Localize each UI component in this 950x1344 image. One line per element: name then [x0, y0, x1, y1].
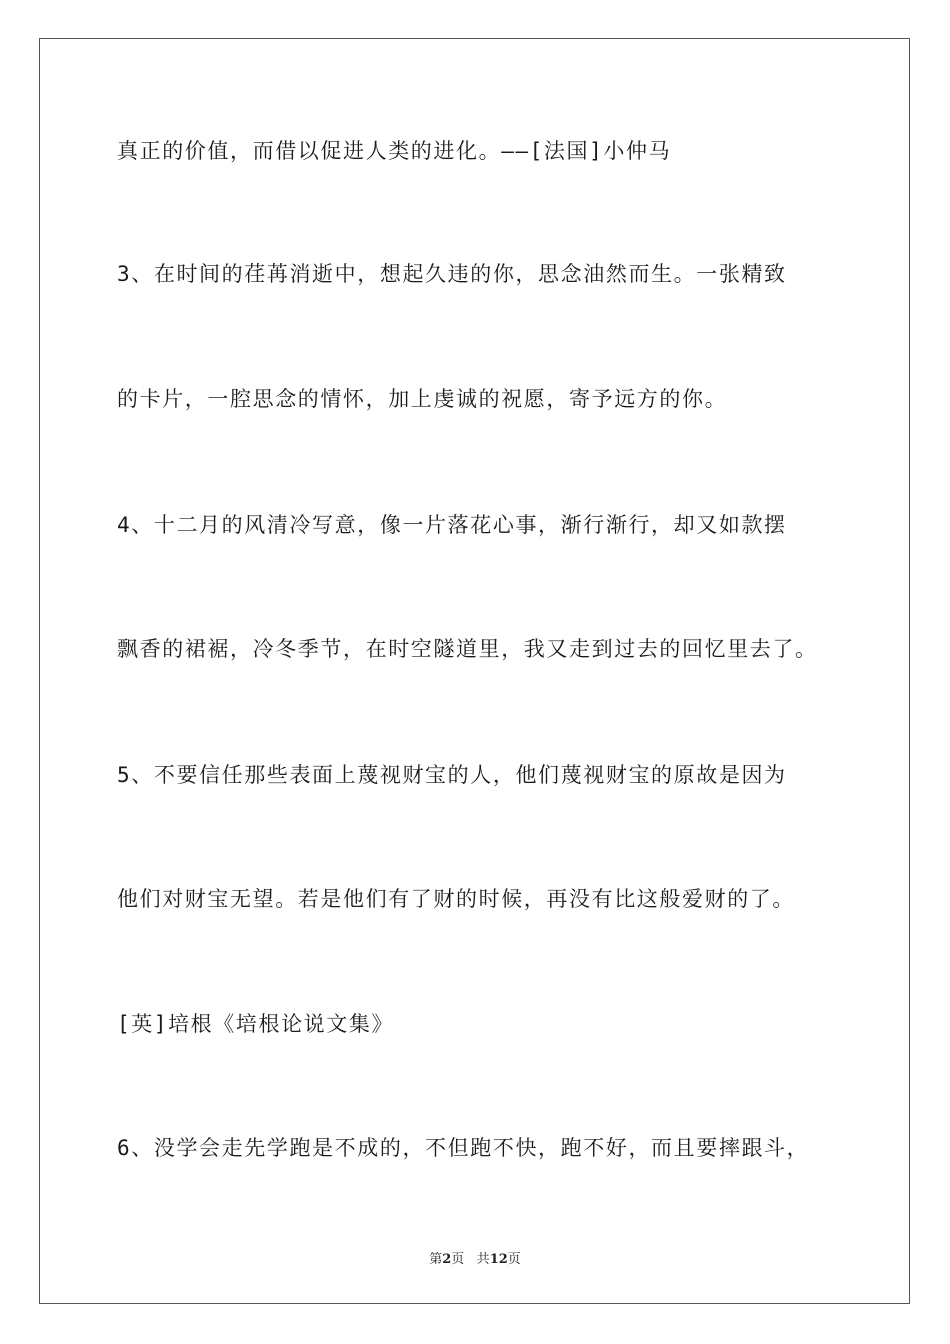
page-border — [39, 38, 910, 1304]
text-line-8: [英]培根《培根论说文集》 — [117, 1012, 395, 1036]
text-line-5: 飘香的裙裾，冷冬季节，在时空隧道里，我又走到过去的回忆里去了。 — [117, 637, 818, 661]
total-pages: 12 — [489, 1252, 508, 1267]
text-line-7: 他们对财宝无望。若是他们有了财的时候，再没有比这般爱财的了。 — [117, 887, 795, 911]
total-prefix: 共 — [476, 1252, 490, 1267]
text-line-4: 4、十二月的风清冷写意，像一片落花心事，渐行渐行，却又如款摆 — [117, 513, 787, 537]
page-prefix: 第 — [429, 1252, 443, 1267]
text-line-6: 5、不要信任那些表面上蔑视财宝的人，他们蔑视财宝的原故是因为 — [117, 763, 787, 787]
text-line-9: 6、没学会走先学跑是不成的，不但跑不快，跑不好，而且要摔跟斗， — [117, 1136, 810, 1160]
page-footer — [0, 1248, 950, 1267]
text-line-2: 3、在时间的荏苒消逝中，想起久违的你，思念油然而生。一张精致 — [117, 262, 787, 286]
text-line-1: 真正的价值，而借以促进人类的进化。——[法国]小仲马 — [117, 139, 672, 163]
total-suffix: 页 — [507, 1252, 521, 1267]
text-line-3: 的卡片，一腔思念的情怀，加上虔诚的祝愿，寄予远方的你。 — [117, 387, 728, 411]
page-number: 2 — [442, 1252, 452, 1267]
page-suffix: 页 — [451, 1252, 465, 1267]
